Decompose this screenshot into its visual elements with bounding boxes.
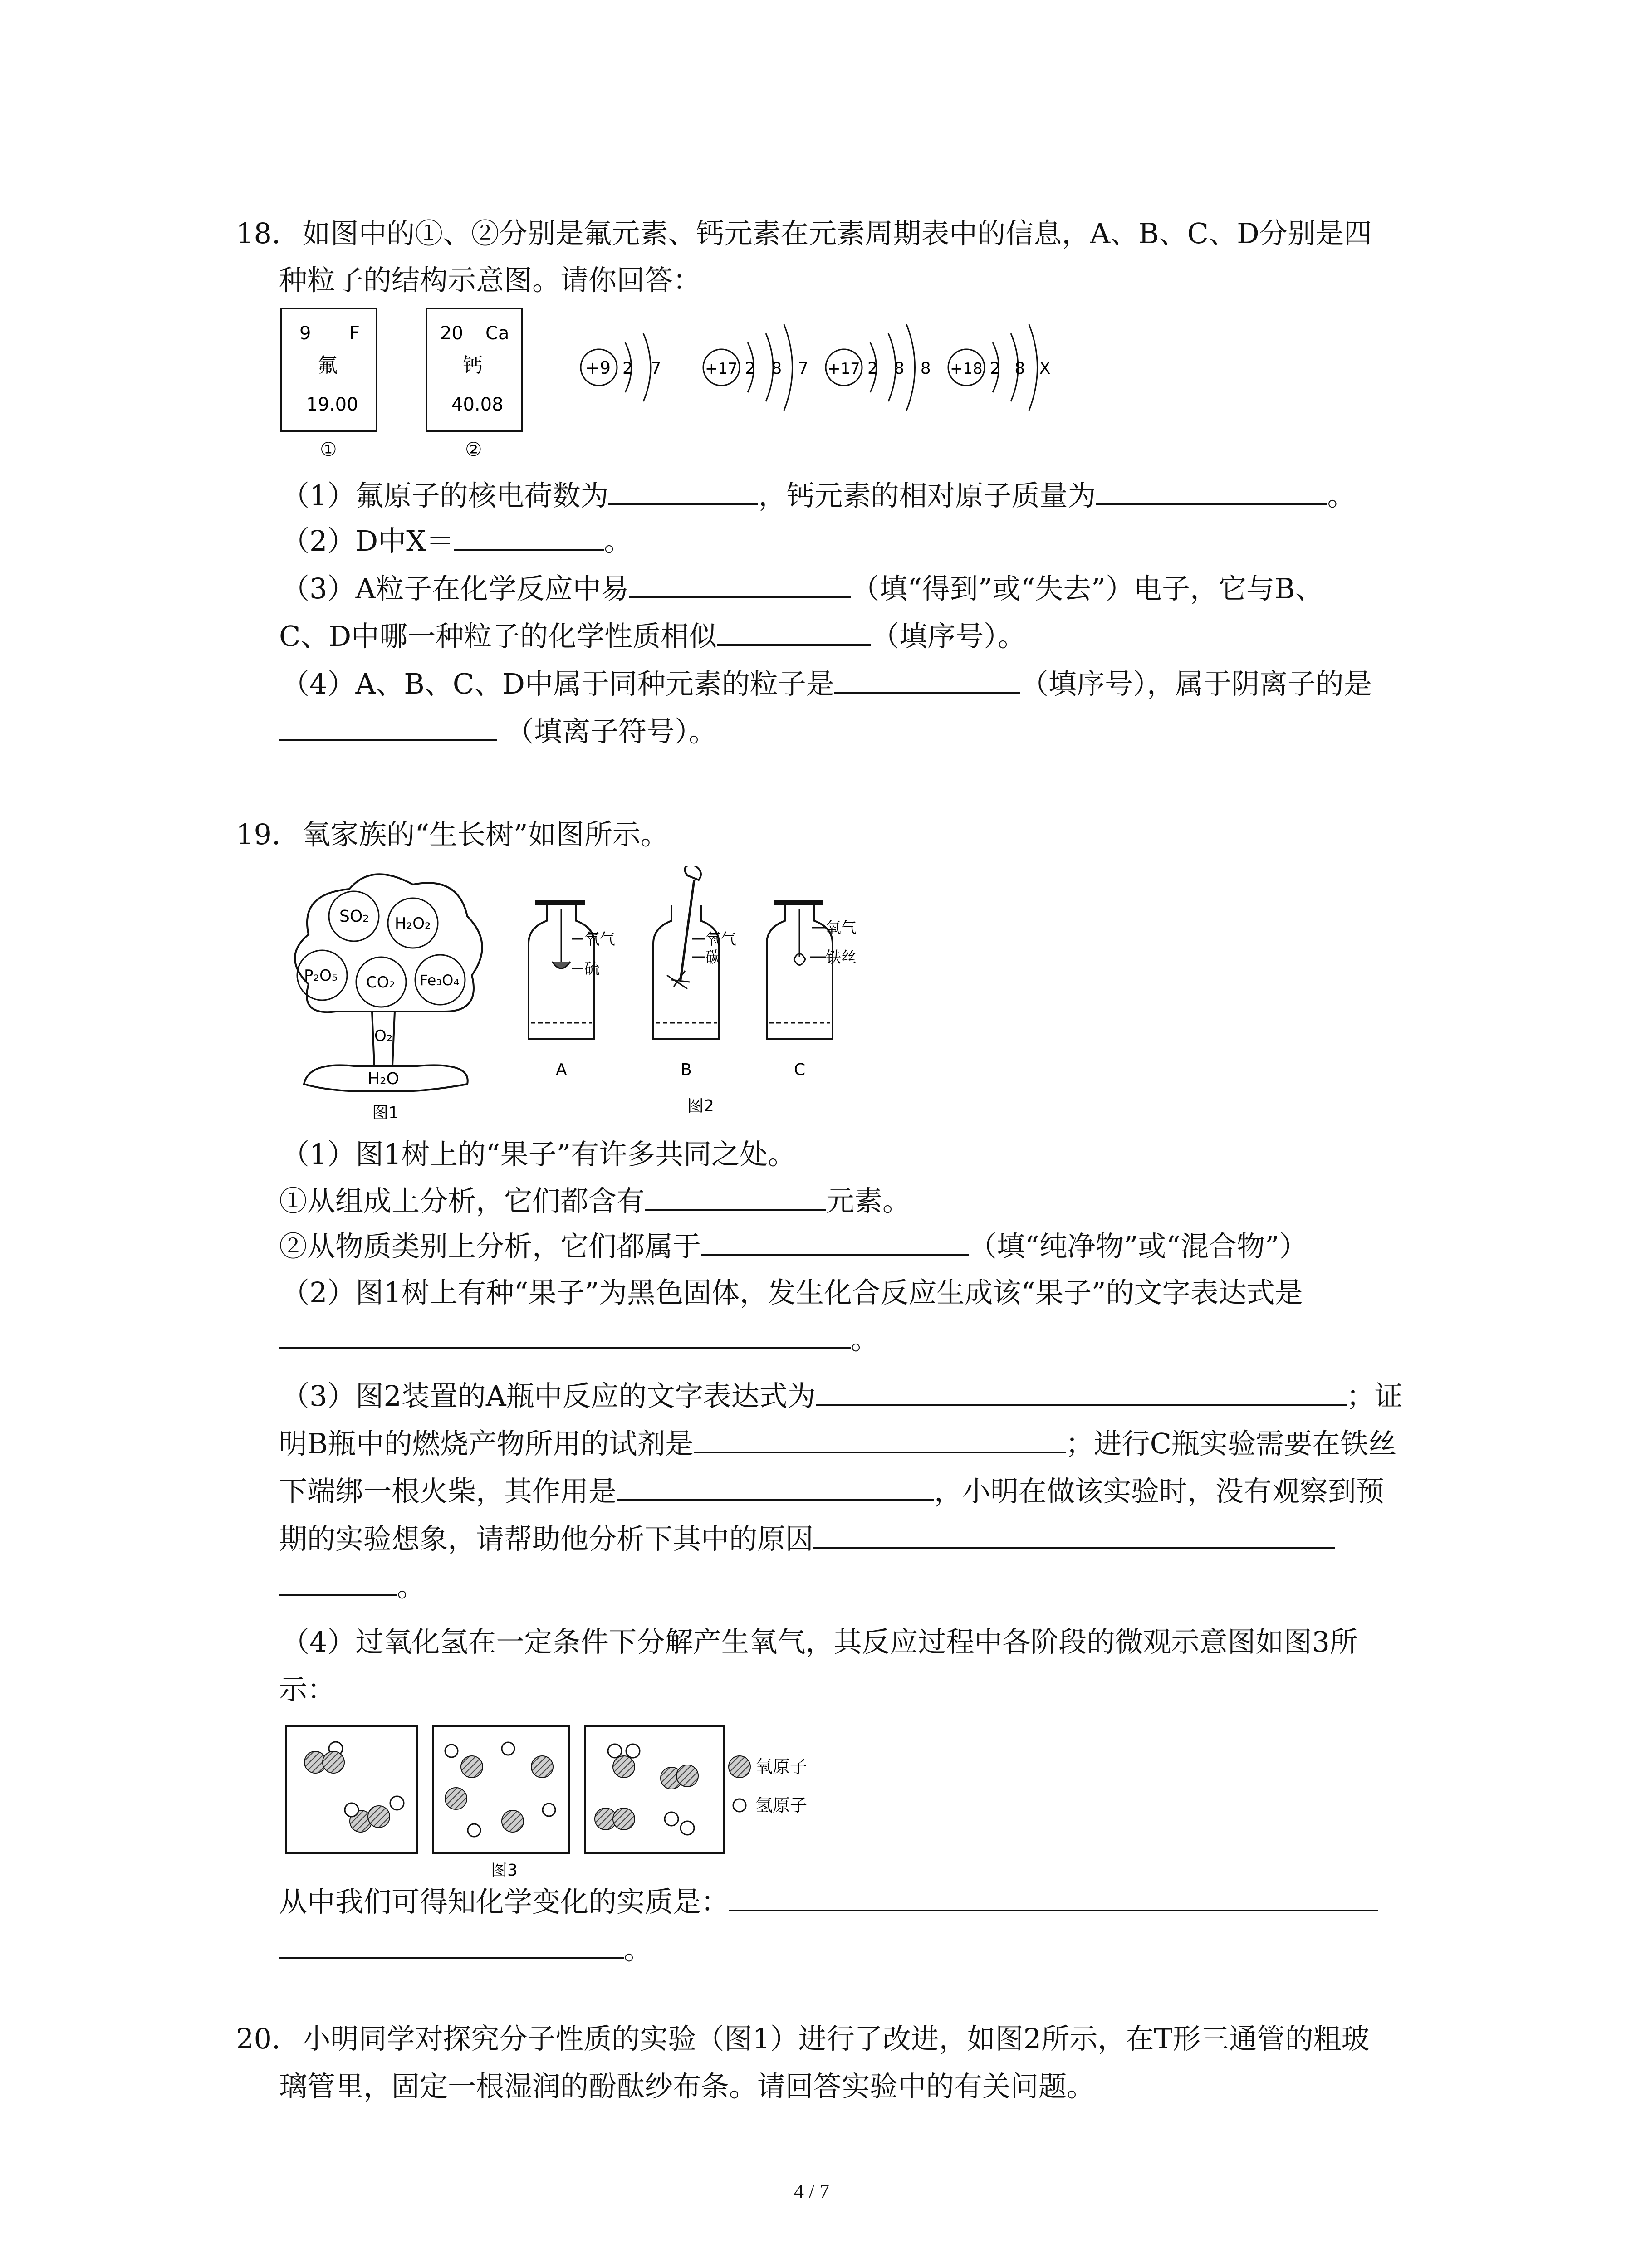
q18-answer-blank-4[interactable]: [629, 569, 851, 598]
q19-answer-blank-3[interactable]: [279, 1320, 851, 1349]
svg-text:P₂O₅: P₂O₅: [304, 967, 338, 985]
q19-answer-blank-4[interactable]: [816, 1377, 1347, 1406]
q19-answer-blank-2[interactable]: [701, 1227, 969, 1256]
bottle-c-iron-wire: [767, 900, 857, 1079]
stage-1-panel: [286, 1726, 417, 1853]
bottle-b-carbon: [653, 866, 736, 1115]
q18-part4-line1: （4）A、B、C、D中属于同种元素的粒子是 （填序号），属于阴离子的是: [281, 665, 1372, 702]
q19-part2-answer: 。: [279, 1320, 879, 1358]
svg-text:图2: 图2: [687, 1097, 714, 1115]
figure-3-caption: 图3: [491, 1861, 518, 1880]
svg-text:图1: 图1: [372, 1104, 399, 1122]
svg-text:19.00: 19.00: [306, 394, 358, 415]
svg-text:9: 9: [299, 323, 311, 344]
q19-answer-blank-5[interactable]: [694, 1424, 1066, 1453]
q18-part2: （2）D中X＝ 。: [281, 522, 632, 559]
q18-part4-line2: （填离子符号）。: [279, 712, 717, 750]
q19-part3-line5: 。: [279, 1567, 425, 1605]
svg-text:A: A: [556, 1061, 567, 1079]
svg-text:氧气: 氧气: [705, 930, 736, 948]
q18-part3-line2: C、D中哪一种粒子的化学性质相似 （填序号）。: [279, 617, 1026, 655]
svg-text:钙: 钙: [463, 354, 483, 377]
q20-stem-line2: 璃管里，固定一根湿润的酚酞纱布条。请回答实验中的有关问题。: [279, 2070, 1095, 2103]
bottle-a-sulfur: [529, 900, 615, 1079]
svg-text:氧气: 氧气: [826, 919, 857, 937]
q18-number: 18.: [236, 217, 281, 250]
q19-part4-line2: 示：: [279, 1673, 336, 1706]
svg-text:+9: +9: [585, 358, 611, 378]
q19-answer-blank-8[interactable]: [279, 1567, 397, 1596]
svg-text:铁丝: 铁丝: [826, 948, 857, 967]
svg-text:氧原子: 氧原子: [755, 1757, 808, 1777]
svg-text:+18: +18: [950, 360, 983, 378]
q20-stem-line1: 20. 小明同学对探究分子性质的实验（图1）进行了改进，如图2所示，在T形三通管的粗玻: [236, 2022, 1370, 2055]
svg-text:40.08: 40.08: [451, 394, 504, 415]
q18-stem-line1: [236, 215, 1372, 252]
particle-d: [948, 324, 1055, 485]
q18-answer-blank-7[interactable]: [279, 712, 497, 741]
svg-text:C: C: [794, 1061, 806, 1079]
q18-answer-blank-2[interactable]: [1096, 476, 1327, 505]
particle-c: [826, 324, 936, 485]
svg-text:氧气: 氧气: [584, 930, 615, 948]
svg-text:Ca: Ca: [485, 323, 509, 344]
q18-answer-blank-3[interactable]: [454, 522, 604, 551]
q19-part1: （1）图1树上的“果子”有许多共同之处。: [281, 1138, 796, 1171]
svg-text:2 8 7: 2 8 7: [745, 359, 814, 378]
svg-text:2 8 8: 2 8 8: [867, 359, 936, 378]
q19-part3-line3: 下端绑一根火柴，其作用是 ，小明在做该实验时，没有观察到预: [279, 1472, 1384, 1510]
q19-answer-blank-7[interactable]: [813, 1520, 1335, 1549]
q19-conclusion-line2: 。: [279, 1930, 652, 1968]
q19-part3-line4: 期的实验想象，请帮助他分析下其中的原因: [279, 1520, 1335, 1557]
svg-text:氟: 氟: [318, 354, 338, 377]
svg-text:氢原子: 氢原子: [755, 1795, 808, 1815]
svg-text:②: ②: [465, 438, 482, 460]
q18-answer-blank-6[interactable]: [834, 665, 1020, 694]
svg-text:O₂: O₂: [374, 1027, 393, 1045]
svg-text:F: F: [349, 323, 360, 344]
q19-figure-3: [281, 1719, 871, 1882]
svg-text:B: B: [681, 1061, 692, 1079]
svg-text:①: ①: [320, 438, 337, 460]
particle-b: [703, 324, 814, 485]
svg-text:+17: +17: [705, 360, 738, 378]
q18-stem-line2: 种粒子的结构示意图。请你回答：: [279, 264, 701, 297]
svg-text:2 7: 2 7: [622, 359, 668, 378]
svg-text:2 8 X: 2 8 X: [990, 359, 1055, 378]
growth-tree-diagram: [295, 874, 482, 1122]
svg-text:+17: +17: [828, 360, 860, 378]
q18-answer-blank-1[interactable]: [608, 476, 758, 505]
svg-text:硫: 硫: [584, 960, 600, 978]
stage-2-panel: [433, 1726, 569, 1853]
q19-figures-1-2: [281, 866, 1007, 1129]
periodic-cell-fluorine: [281, 308, 377, 460]
q19-part2: （2）图1树上有种“果子”为黑色固体，发生化合反应生成该“果子”的文字表达式是: [281, 1276, 1303, 1309]
q19-answer-blank-6[interactable]: [617, 1472, 934, 1501]
q19-number: 19.: [236, 818, 281, 851]
svg-text:Fe₃O₄: Fe₃O₄: [420, 972, 460, 989]
q19-answer-blank-1[interactable]: [645, 1182, 826, 1211]
q18-part1: （1）氟原子的核电荷数为 ，钙元素的相对原子质量为 。: [281, 476, 1355, 514]
q19-conclusion-line1: 从中我们可得知化学变化的实质是：: [279, 1882, 1378, 1920]
svg-text:SO₂: SO₂: [339, 907, 369, 926]
q19-stem: 19. 氧家族的“生长树”如图所示。: [236, 818, 669, 851]
page-number: 4 / 7: [794, 2180, 830, 2202]
q19-answer-blank-10[interactable]: [279, 1930, 624, 1959]
q19-part1-ii: ②从物质类别上分析，它们都属于 （填“纯净物”或“混合物”）: [279, 1227, 1308, 1265]
q19-part3-line1: （3）图2装置的A瓶中反应的文字表达式为 ；证: [281, 1377, 1403, 1414]
q20-number: 20.: [236, 2022, 281, 2055]
figure-3-legend: [729, 1756, 807, 1815]
periodic-cell-calcium: [426, 308, 522, 460]
stage-3-panel: [585, 1726, 724, 1853]
svg-text:CO₂: CO₂: [366, 973, 396, 992]
q18-answer-blank-5[interactable]: [717, 617, 871, 646]
q18-part3-line1: （3）A粒子在化学反应中易 （填“得到”或“失去”）电子，它与B、: [281, 569, 1323, 607]
svg-text:碳: 碳: [705, 948, 721, 967]
q19-answer-blank-9[interactable]: [729, 1882, 1378, 1911]
svg-text:H₂O: H₂O: [367, 1070, 399, 1088]
q19-part4-line1: （4）过氧化氢在一定条件下分解产生氧气，其反应过程中各阶段的微观示意图如图3所: [281, 1625, 1358, 1658]
svg-text:H₂O₂: H₂O₂: [395, 914, 431, 933]
svg-text:20: 20: [440, 323, 463, 344]
q19-part3-line2: 明B瓶中的燃烧产物所用的试剂是 ；进行C瓶实验需要在铁丝: [279, 1424, 1396, 1462]
q18-figure: [272, 304, 1089, 485]
q18-stem-text: 如图中的①、②分别是氟元素、钙元素在元素周期表中的信息，A、B、C、D分别是四: [302, 217, 1372, 250]
particle-a: [581, 333, 667, 485]
q19-part1-i: ①从组成上分析，它们都含有 元素。: [279, 1182, 911, 1219]
